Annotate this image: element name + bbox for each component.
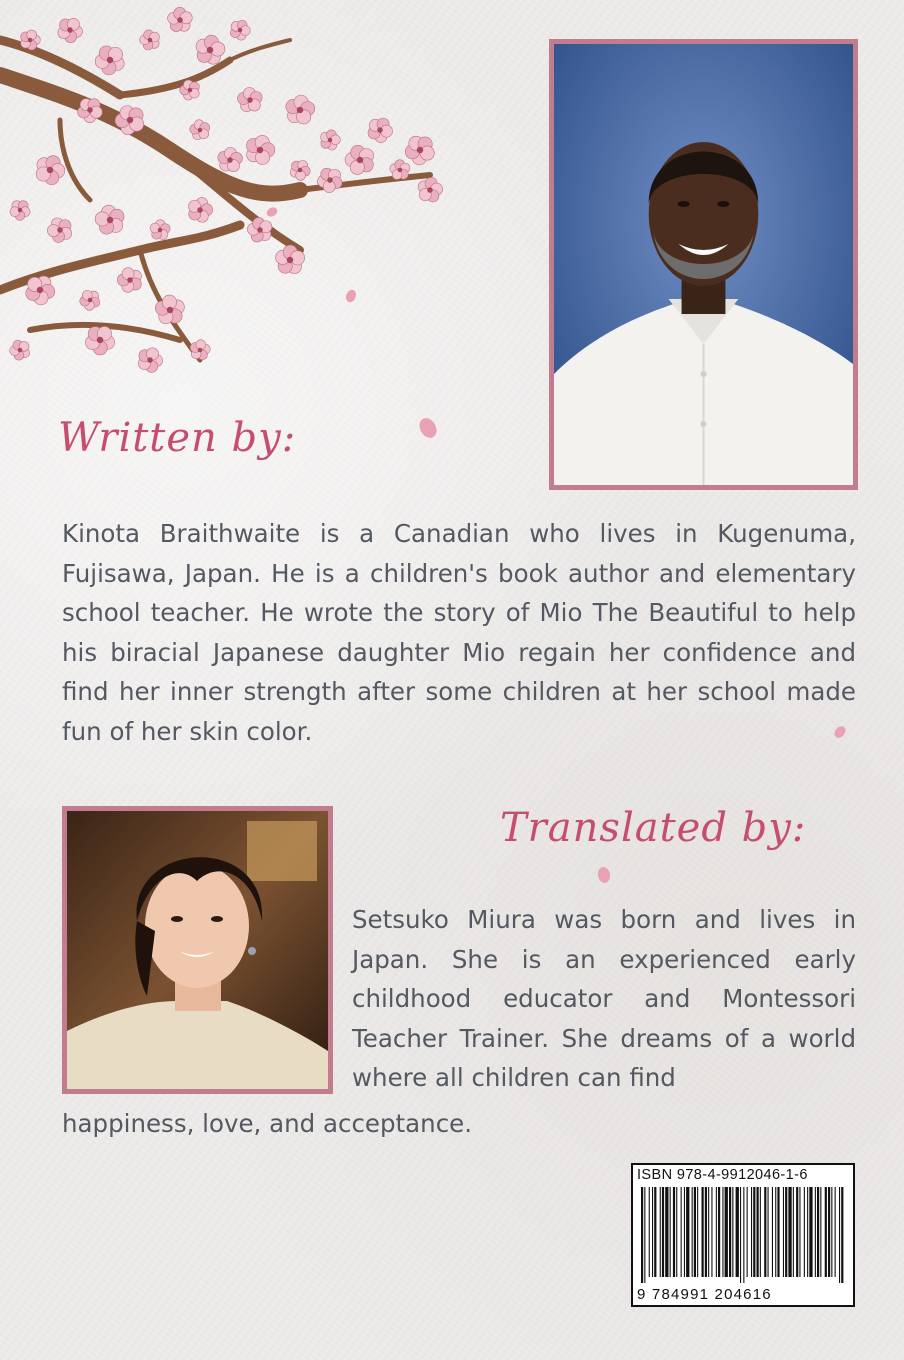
barcode-bar bbox=[670, 1187, 671, 1277]
barcode-bar bbox=[740, 1187, 741, 1283]
barcode-bar bbox=[652, 1187, 653, 1277]
barcode-bar bbox=[785, 1187, 787, 1277]
blossom bbox=[238, 87, 263, 111]
barcode-bar bbox=[718, 1187, 720, 1277]
blossom bbox=[26, 276, 55, 305]
barcode-bar bbox=[662, 1187, 664, 1277]
blossom bbox=[95, 205, 124, 234]
blossom bbox=[47, 218, 71, 243]
barcode-bar bbox=[775, 1187, 776, 1277]
blossom bbox=[368, 118, 393, 142]
barcode-bar bbox=[711, 1187, 712, 1277]
blossom bbox=[390, 160, 410, 180]
petal-decoration bbox=[594, 865, 614, 885]
barcode-bar bbox=[825, 1187, 827, 1277]
author-bio: Kinota Braithwaite is a Canadian who lives in Kugenuma, Fujisawa, Japan. He is a children's book author and elementary school teacher. He wrote the story of Mio The Beautiful to help his biracial Japanese daughter Mio regain her confidence and find her inner strength after some children at her school made fun of her skin color. bbox=[62, 519, 856, 746]
blossom bbox=[85, 326, 114, 354]
barcode-bar bbox=[809, 1187, 812, 1277]
blossom bbox=[418, 177, 442, 202]
barcode-bar bbox=[729, 1187, 731, 1277]
barcode-bar bbox=[799, 1187, 800, 1277]
isbn-label: ISBN 978-4-9912046-1-6 bbox=[637, 1167, 808, 1183]
blossom bbox=[405, 136, 434, 165]
blossom bbox=[286, 95, 315, 124]
written-by-heading: Written by: bbox=[58, 415, 297, 461]
barcode-bar bbox=[777, 1187, 779, 1277]
barcode-bar bbox=[815, 1187, 816, 1277]
barcode-bar bbox=[783, 1187, 784, 1277]
blossom bbox=[10, 201, 30, 221]
blossom bbox=[196, 35, 225, 64]
barcode-bar bbox=[654, 1187, 656, 1277]
blossom bbox=[150, 220, 170, 240]
blossom bbox=[138, 348, 162, 373]
barcode-bar bbox=[831, 1187, 832, 1277]
blossom bbox=[218, 147, 243, 171]
barcode-bar bbox=[839, 1187, 840, 1283]
barcode-bar bbox=[764, 1187, 766, 1277]
barcode-bar bbox=[697, 1187, 698, 1277]
barcode-bar bbox=[644, 1187, 645, 1283]
barcode-bar bbox=[641, 1187, 643, 1283]
barcode-bar bbox=[684, 1187, 685, 1277]
barcode-bar bbox=[757, 1187, 759, 1277]
blossom bbox=[246, 135, 274, 164]
barcode-bar bbox=[760, 1187, 761, 1277]
barcode-bar bbox=[722, 1187, 723, 1277]
translated-by-heading: Translated by: bbox=[500, 805, 807, 851]
blossom bbox=[190, 340, 210, 360]
barcode-bar bbox=[665, 1187, 668, 1277]
barcode-bar bbox=[649, 1187, 650, 1277]
blossom bbox=[80, 290, 100, 310]
blossom bbox=[115, 106, 144, 135]
barcode-bar bbox=[681, 1187, 682, 1277]
barcode-bar bbox=[747, 1187, 748, 1277]
blossom bbox=[230, 20, 250, 40]
petal-decoration bbox=[343, 288, 359, 304]
cherry-blossom-branch-illustration bbox=[0, 0, 470, 410]
blossom bbox=[345, 145, 374, 174]
barcode-bar bbox=[751, 1187, 752, 1277]
barcode-bar bbox=[768, 1187, 769, 1277]
barcode-bar bbox=[694, 1187, 696, 1277]
petal-decoration bbox=[832, 724, 848, 740]
barcode-bar bbox=[725, 1187, 728, 1277]
barcode-bar bbox=[793, 1187, 794, 1277]
blossom bbox=[290, 160, 310, 180]
blossom bbox=[168, 7, 193, 31]
isbn-barcode bbox=[631, 1163, 855, 1307]
barcode-bar bbox=[705, 1187, 707, 1277]
blossom bbox=[36, 156, 65, 185]
barcode-digits: 9 784991 204616 bbox=[637, 1286, 772, 1303]
barcode-bar bbox=[835, 1187, 836, 1277]
barcode-bar bbox=[817, 1187, 819, 1277]
petal-decoration bbox=[415, 415, 441, 441]
blossom bbox=[117, 268, 141, 293]
barcode-bar bbox=[708, 1187, 709, 1277]
barcode-bar bbox=[772, 1187, 773, 1277]
translator-bio-last-line: happiness, love, and acceptance. bbox=[62, 1109, 473, 1138]
barcode-bar bbox=[702, 1187, 704, 1277]
barcode-bar bbox=[753, 1187, 755, 1277]
barcode-bar bbox=[692, 1187, 693, 1277]
barcode-bar bbox=[828, 1187, 830, 1277]
author-photo bbox=[549, 39, 858, 490]
barcode-bar bbox=[736, 1187, 739, 1277]
petal-decoration bbox=[265, 205, 279, 219]
barcode-bar bbox=[732, 1187, 733, 1277]
blossom bbox=[58, 18, 83, 42]
barcode-bar bbox=[676, 1187, 677, 1277]
blossom bbox=[140, 30, 160, 50]
translator-bio: Setsuko Miura was born and lives in Japan. She is an experienced early childhood educator and Montessori Teacher Trainer. She dreams of a world where all children can find bbox=[352, 905, 856, 1092]
barcode-bar bbox=[686, 1187, 689, 1277]
blossom bbox=[321, 130, 341, 150]
blossom bbox=[190, 120, 210, 140]
blossom bbox=[247, 217, 271, 242]
blossom bbox=[95, 46, 124, 75]
barcode-bar bbox=[743, 1187, 744, 1283]
blossom bbox=[10, 340, 30, 360]
barcode-bar bbox=[841, 1187, 843, 1283]
barcode-bar bbox=[660, 1187, 661, 1277]
barcode-bar bbox=[716, 1187, 717, 1277]
blossom bbox=[21, 30, 41, 50]
barcode-bars bbox=[639, 1187, 847, 1283]
blossom bbox=[188, 198, 212, 223]
barcode-bar bbox=[804, 1187, 805, 1277]
barcode-bar bbox=[796, 1187, 798, 1277]
barcode-bar bbox=[807, 1187, 808, 1277]
barcode-bar bbox=[788, 1187, 791, 1277]
barcode-bar bbox=[820, 1187, 821, 1277]
barcode-bar bbox=[673, 1187, 675, 1277]
translator-photo bbox=[62, 806, 333, 1094]
